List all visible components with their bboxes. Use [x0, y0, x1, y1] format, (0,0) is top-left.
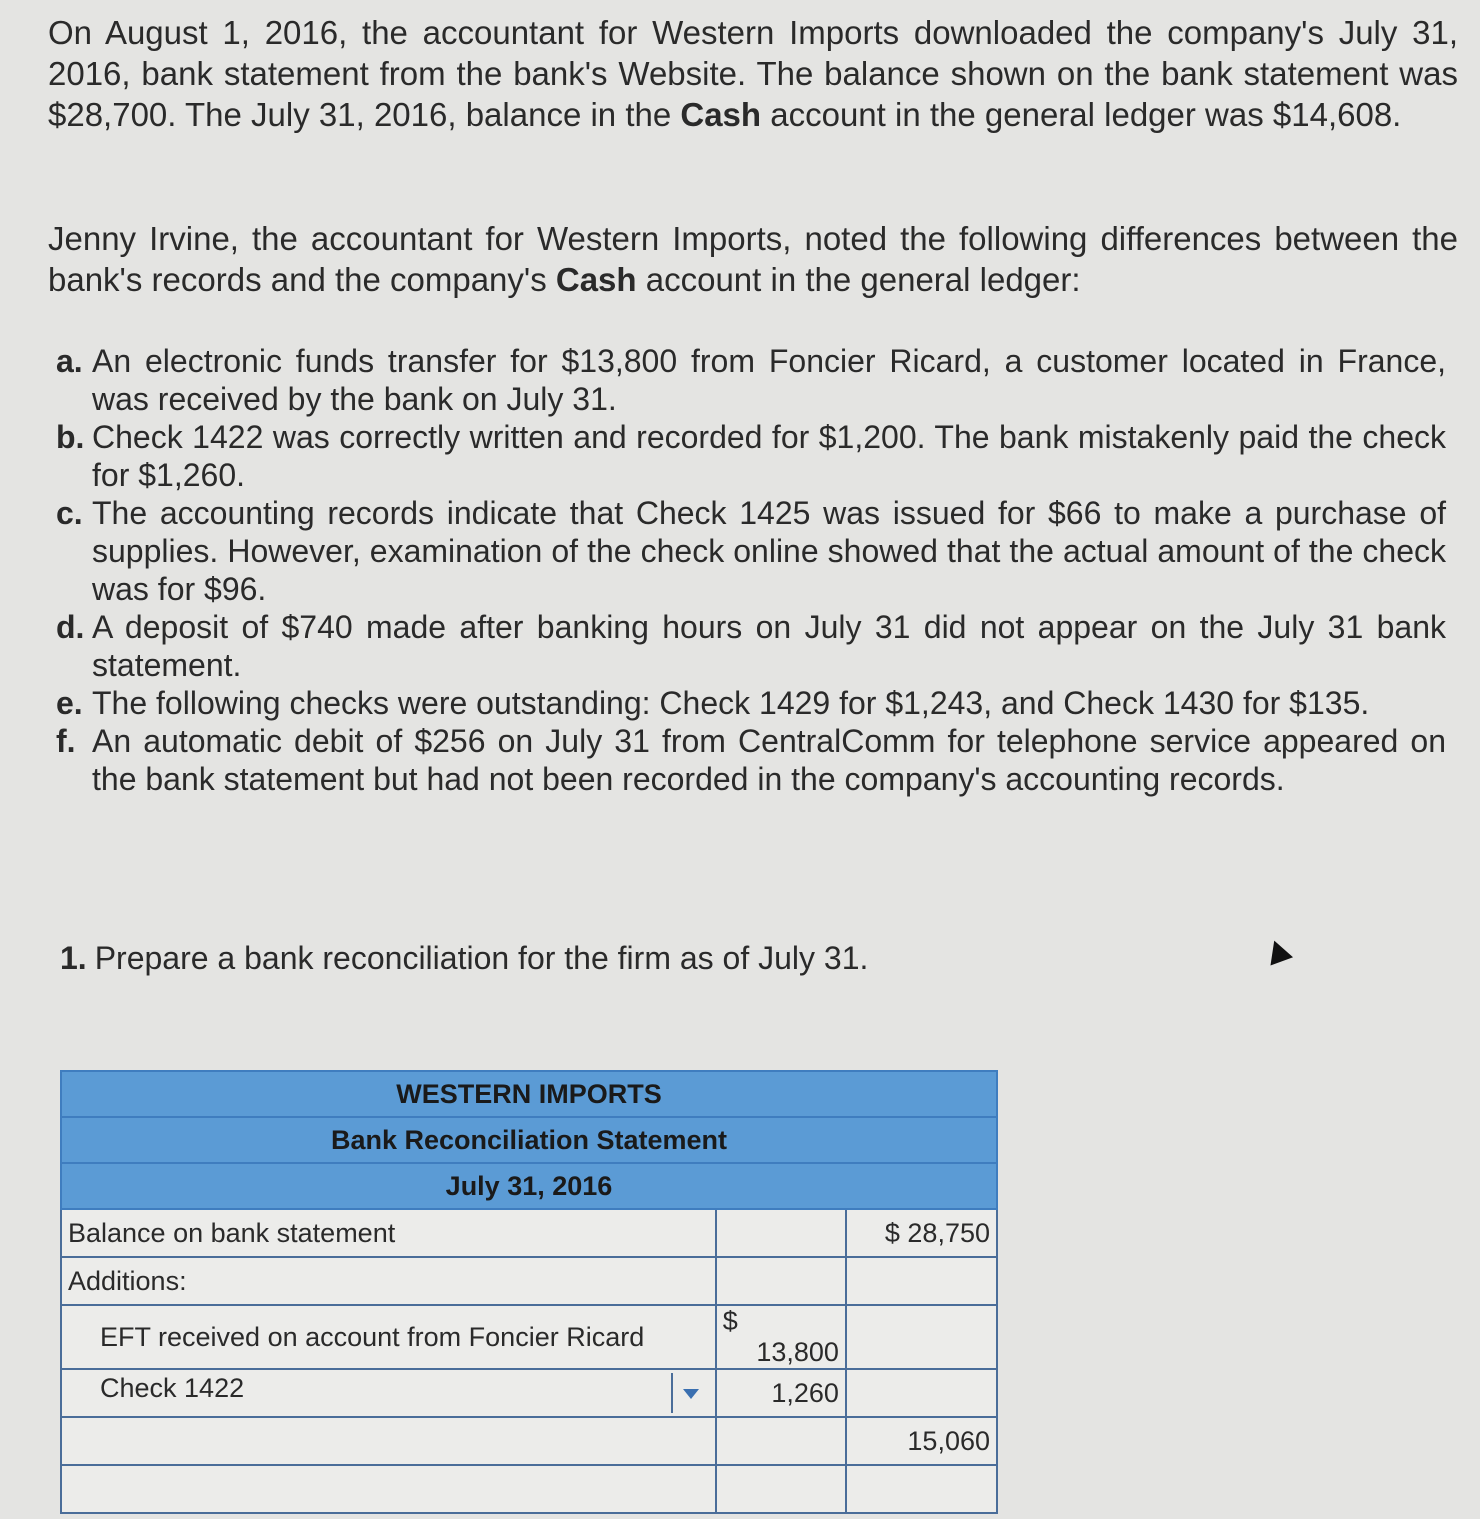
additions-label: Additions: [61, 1257, 716, 1305]
table-row [61, 1209, 997, 1257]
amount-cell[interactable] [716, 1465, 846, 1513]
item-text: An electronic funds transfer for $13,800 from Foncier Ricard, a customer located in France, was received by the bank on July 31. [92, 343, 1446, 417]
item-label: f. [56, 723, 76, 759]
table-row [61, 1305, 997, 1369]
addition-amount-input[interactable] [716, 1417, 846, 1465]
item-label: e. [56, 685, 83, 721]
intro-text: account in the general ledger was $14,608. [761, 96, 1402, 133]
amount-value: 13,800 [756, 1337, 839, 1367]
select-value: Check 1422 [100, 1373, 245, 1403]
addition-label-input[interactable] [61, 1417, 716, 1465]
addition-amount-input[interactable]: 1,260 [716, 1369, 846, 1417]
list-item [56, 608, 1446, 684]
list-item [56, 342, 1446, 418]
item-label: b. [56, 419, 85, 455]
list-item [56, 418, 1446, 494]
balance-value-input[interactable]: $ 28,750 [846, 1209, 997, 1257]
mouse-cursor-icon [1263, 937, 1293, 966]
item-label: a. [56, 343, 83, 379]
table-row [61, 1417, 997, 1465]
total-cell[interactable] [846, 1305, 997, 1369]
balance-label: Balance on bank statement [61, 1209, 716, 1257]
question-text: Prepare a bank reconciliation for the firm as of July 31. [94, 940, 869, 976]
addition-label-select[interactable] [61, 1369, 716, 1417]
cash-bold: Cash [680, 96, 762, 133]
differences-list [56, 342, 1446, 798]
list-item [56, 722, 1446, 798]
question [60, 940, 868, 977]
item-text: Check 1422 was correctly written and recorded for $1,200. The bank mistakenly paid the check for $1,260. [92, 419, 1446, 493]
item-text: The following checks were outstanding: Check 1429 for $1,243, and Check 1430 for $135. [92, 685, 1370, 721]
chevron-down-icon[interactable] [671, 1373, 709, 1413]
question-label: 1. [60, 940, 87, 976]
item-text: The accounting records indicate that Check 1425 was issued for $66 to make a purchase of supplies. However, examination of the check online showed that the actual amount of the check was for $96. [92, 495, 1446, 607]
amount-cell[interactable] [716, 1257, 846, 1305]
item-text: An automatic debit of $256 on July 31 from CentralComm for telephone service appeared on the bank statement but had not been recorded in the company's accounting records. [92, 723, 1446, 797]
additions-total-input[interactable]: 15,060 [846, 1417, 997, 1465]
bank-reconciliation-table [60, 1070, 998, 1514]
addition-amount-input[interactable] [716, 1305, 846, 1369]
addition-label-input[interactable]: EFT received on account from Foncier Ricard [61, 1305, 716, 1369]
statement-title: Bank Reconciliation Statement [61, 1117, 997, 1163]
statement-date: July 31, 2016 [61, 1163, 997, 1209]
item-label: d. [56, 609, 85, 645]
total-cell[interactable] [846, 1465, 997, 1513]
list-item [56, 494, 1446, 608]
table-row [61, 1465, 997, 1513]
company-name: WESTERN IMPORTS [61, 1071, 997, 1117]
cash-bold: Cash [555, 261, 637, 298]
item-label: c. [56, 495, 83, 531]
intro-text: On August 1, 2016, the accountant for Western Imports downloaded the company's July 31, 2016, bank statement from the bank's Website. The balance shown on the bank statement was $28,700. The July 31, 2016, balance in the [48, 14, 1458, 133]
currency-symbol: $ [722, 1306, 738, 1336]
table-row [61, 1257, 997, 1305]
amount-cell[interactable] [716, 1209, 846, 1257]
label-input[interactable] [61, 1465, 716, 1513]
total-cell[interactable] [846, 1369, 997, 1417]
intro-text: Jenny Irvine, the accountant for Western Imports, noted the following differences between the bank's records and the company's [48, 220, 1458, 298]
item-text: A deposit of $740 made after banking hours on July 31 did not appear on the July 31 bank statement. [92, 609, 1446, 683]
total-cell[interactable] [846, 1257, 997, 1305]
table-row [61, 1369, 997, 1417]
intro-paragraph-2 [48, 218, 1458, 300]
intro-text: account in the general ledger: [636, 261, 1081, 298]
list-item [56, 684, 1446, 722]
intro-paragraph-1 [48, 12, 1458, 135]
